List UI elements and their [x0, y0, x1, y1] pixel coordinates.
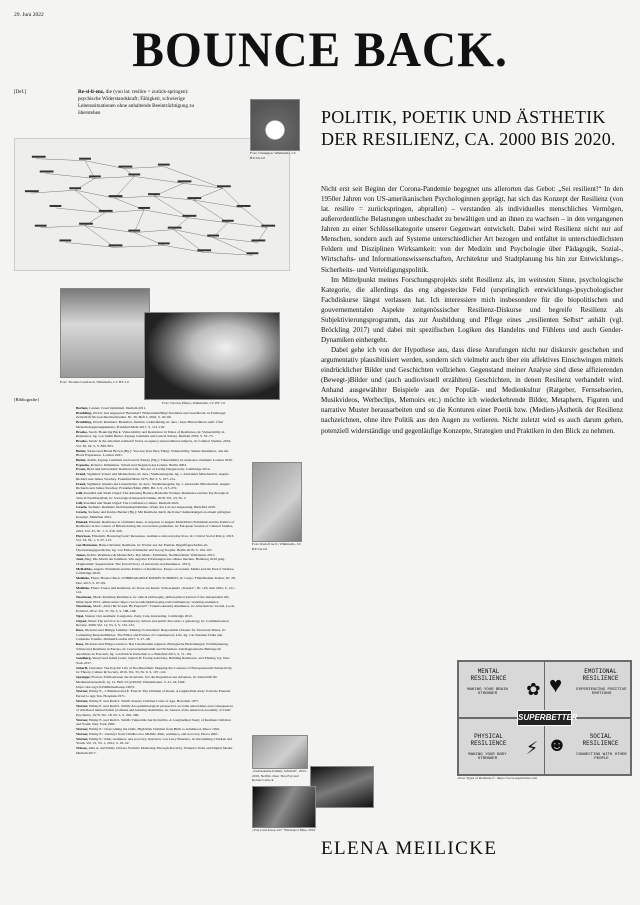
bibliography-author: Bröckling, [76, 410, 92, 415]
bibliography-text: Julia A. und Emily Chivers Yochim: Mothering Through Precarity. Women's Work and Digital Media. Durham 2017. [76, 746, 233, 755]
page-title: BOUNCE BACK. [132, 21, 508, 77]
bibliography-text: Elena: Trauer und Resilienz, in: Texte zur Kunst: Schwerpunkt „Trauern“, Nr. 126, Juni 2022, S. 121–141. [76, 585, 236, 595]
bibliography-entry [76, 430, 236, 439]
definition [78, 89, 208, 117]
bibliography-text: Florian: Zivilisationen der Kontrolle. Vor der Regulation zur Adaption, in: Zeitschrift für Medienwissenschaft, Jg. 12, Heft 23 (2/2020): Zirkulationen, S. 41–54, DOI: https://doi.org/10.25969/mediarep/14872. [76, 675, 218, 689]
bibliography-text: Sigmund: Trauer und Melancholie, in: ders.: Studienausgabe, hg. v. Alexander Mitscherlich, Angela Richard und James Strachey. Frankfurt/Main 1975, Bd. 3, S. 197–212. [76, 472, 229, 481]
resilience-network-diagram [14, 138, 290, 271]
bibliography-author: Werner, [76, 736, 89, 741]
bibliography-text: Tarana und Brené Brown (Hg.): You Are Your Best Thing: Vulnerability, Shame Resilience, and the Black Experience. London 2021. [76, 448, 229, 458]
bibliography-author: Gill, [76, 491, 83, 496]
bibliography-text: Sarah: Is the subaltern resilient? Notes on agency and neoliberal subjects, in: Cultural Studies, 2016, Vol. 30, Nr. 5, S. 839–855. [76, 439, 232, 448]
mental-title: MENTAL RESILIENCE [470, 668, 507, 682]
bibliography-author: Juul, [76, 557, 84, 562]
bibliography-author: Neocleous, [76, 595, 93, 600]
bibliography-entry [76, 420, 236, 429]
physical-title: PHYSICAL RESILIENCE [470, 733, 507, 747]
bibliography-entry [76, 491, 236, 500]
bibliography-entry [76, 666, 236, 675]
paragraph-2: Im Mittelpunkt meines Forschungsprojekts steht Resilienz als, im weitesten Sinne, psychologische Kategorie, die allerdings das eng abgesteckte Feld (ursprünglich entwicklungs-)psychologischer Fachdiskurse längst verlassen hat. Ich interessiere mich insbesondere für die biopolitischen und gouvernementalen Aspekte zeitgenössischer Resilienz-Diskurse und begreife Resilienz als Subjektivierungsprogramm, das zur Ausbildung und Pflege eines „resilienten Selbst“ anhält (vgl. Bröckling 2017) und dabei mit spezifischen Logiken des Handelns und Fühlens und auch Gender-Dynamiken einhergeht. [321, 275, 623, 344]
bibliography-text: Emmy E. und Ruth S. Smith: Kauai's Children Come of Age. Honolulu 1977. [88, 698, 200, 703]
emotional-quadrant [545, 662, 630, 717]
kimmy-schmidt-still [252, 735, 308, 783]
bibliography-entry [76, 449, 236, 458]
bibliography-author: Werner, [76, 717, 89, 722]
nike-still [252, 786, 316, 838]
umbrella-closeup-image [144, 312, 280, 400]
bibliography-entry [76, 534, 236, 543]
bibliography-author: Butler, [76, 448, 87, 453]
physical-sub: MAKING YOUR BODY STRONGER [468, 753, 507, 761]
bibliography-text: Brad und Julian Reid: Resilient Life. The Art of Living Dangerously. Cambridge 2014. [86, 467, 211, 472]
bibliography-author: Bracke, [76, 429, 88, 434]
definition-tag: [Def.] [14, 90, 27, 95]
bibliography-author: Gill, [76, 500, 83, 505]
umbrella-closeup-photo [144, 312, 280, 410]
bibliography-entry [76, 586, 236, 595]
social-sub: CONNECTING WITH OTHER PEOPLE [576, 753, 627, 761]
bibliography-tag: [Bibliografie] [14, 397, 39, 402]
main-text [321, 184, 623, 436]
social-title: SOCIAL RESILIENCE [582, 733, 619, 747]
people-icon: ☻ [551, 735, 564, 758]
bibliography-author: Meilicke, [76, 585, 90, 590]
author-name: ELENA MEILICKE [321, 838, 498, 859]
bibliography-entry [76, 737, 236, 746]
bibliography-entry [76, 604, 236, 613]
bibliography-author: Werner, [76, 731, 89, 736]
superbetter-graphic [457, 660, 632, 783]
bibliography-entry [76, 510, 236, 519]
snowman-image [250, 99, 300, 151]
bibliography-entry [76, 482, 236, 491]
bibliography-text: Emmy E.: Journeys from Childhood to Midlife. Risk, resilience, and recovery. Ithaca 2001. [88, 731, 219, 736]
bibliography-entry [76, 628, 236, 642]
bibliography-text: Elena: Bounce Back. UNBREAKABLE KIMMY SCHMIDT, in: Cargo. Film/Medien/ Kultur, Nr. 28, Dez. 2015, S. 67–69. [76, 576, 236, 585]
bibliography-author: Werner, [76, 703, 89, 708]
bibliography-entry [76, 439, 236, 448]
bibliography-entry [76, 642, 236, 656]
bibliography-author: Rees, [76, 628, 84, 633]
bibliography-entry [76, 718, 236, 727]
bibliography-entry [76, 619, 236, 628]
bibliography-text: Emmy E., J. Bierman und E. French: The Children of Kauai. A longitudinal study from the Prenatal Period to Age Ten. Honolulu 1971. [76, 689, 231, 698]
heart-icon: ♥ [549, 674, 563, 699]
snowman-caption: Foto: Chanpipat, Wikimedia, CC BY-SA 4.0 [250, 151, 297, 160]
physical-quadrant [459, 719, 544, 774]
bibliography-entry [76, 675, 236, 689]
bibliography-author: Scharff, [76, 665, 89, 670]
bibliography-text: Nicholas und Philipp Lemmer: Making Us Resilient: Responsible Citizens for Uncertain Times, in: Competing Responsibilities. The Ethics and Politics of Contemporary Life, hg. von Susanna Trnka und Catherine Trundle. Durham/London 2017, S. 27–48. [76, 628, 226, 642]
bibliography-entry [76, 595, 236, 604]
date: 29. Juni 2022 [14, 12, 44, 18]
bibliography-text: Christina: The Psychic Life of Neoliberalism: Mapping the Contours of Entrepreneurial Subjectivity, in: Theory, Culture & Society, 2016, Vol. 33, Nr. 6, S. 107–122. [76, 665, 233, 675]
paragraph-3: Dabei gehe ich von der Hypothese aus, dass diese Anrufungen nicht nur diskursiv geschehen und argumentativ plausibilisiert werden, sondern sich vielmehr auch über ein affektives Einschwingen mittels eindrücklicher Bilder und Geschichten vollziehen. Gegenstand meiner Analyse sind diese affizierenden (Bewegt-)Bilder und (auch audiovisuell erzählten) Geschichten, in denen Resilienz verhandelt wird. Anhand ausgewählter Beispiele aus der Populär- und Medienkultur (Ratgeber, Fernsehserien, Musikvideos, Werbeclips, Memoirs etc.) möchte ich wiederkehrende Bilder, Metaphern, Figuren und narrative Muster herausarbeiten und so die Konturen einer Poetik bzw. (Medien-)Ästhetik der Resilienz nachzeichnen, ohne ihre Politik aus den Augen zu verlieren. Nicht zuletzt wird es auch darum gehen, potenziell widerständige und gegenläufige Konzepte, Strategien und Praktiken in den Blick zu nehmen. [321, 346, 623, 435]
bibliography-entry [76, 411, 236, 420]
bibliography-text: Shani: The survivor in contemporary culture and public discourse: a genealogy, in: Communication Review, 2009, Vol. 12, Nr. 2, S. 132–161. [76, 618, 229, 628]
bibliography-text: Stefanie: Resilienz im Krisenkapitalismus. Wider das Lob der Anpassung. Bielefeld 2019. [87, 505, 216, 510]
umbrella-closeup-caption: Foto: Nicolas Pfister, Wikimedia, CC BY 2.0 [162, 401, 226, 405]
social-quadrant [545, 719, 630, 774]
bibliography-author: Hamad, [76, 519, 89, 524]
nike-still-right [310, 766, 374, 808]
bibliography-author: Werner, [76, 727, 89, 732]
definition-text: die (von lat. resilire = zurück-springen): psychische Widerstandskraft; Fähigkeit, schwierige Lebenssituationen ohne anhaltende Beeinträchtigung zu überstehen [78, 89, 195, 117]
bibliography-entry [76, 704, 236, 718]
snowman-photo [250, 99, 300, 161]
bibliography-text: Elizabeth: Bouncing back? Recession, resilience and everyday lives, in: Critical Social Policy, 2013, Vol. 33, Nr. 1, S. 97–113. [76, 533, 235, 543]
bibliography-author: Esposito, [76, 462, 90, 467]
bibliography-author: Freud, [76, 481, 87, 486]
bibliography-text: Mark: Resisting Resilience, in: radical philosophy, philosophical journal of the independent left, März/April 2013, online unter: https://www.radicalphilosophy.com/commentary/ resisting-resilience. [76, 595, 230, 604]
bibliography-entry [76, 656, 236, 665]
emotional-sub: EXPERIENCING POSITIVE EMOTIONS [576, 688, 627, 696]
paragraph-1: Nicht erst seit Beginn der Corona-Pandemie begegnet uns allerorten das Gebot: „Sei resilient!“ In den 1950er Jahren von US-amerikanischen Psychologinnen geprägt, hat sich das Konzept der Resilienz (von lat. resilire = zurückspringen, abprallen) – verstanden als individuelles menschliches Vermögen, außerordentliche Belastungen unbeschadet zu bewältigen und an ihnen zu wachsen – in den vergangenen Jahren zu einer Schlüsselkategorie unserer Gegenwart entwickelt. Dabei wird Resilienz nicht nur auf Menschen, sondern auch auf Systeme unterschiedlicher Art bezogen und entfaltet in unterschiedlichsten Feldern und Disziplinen Wirksamkeit: von der Medizin und Psychologie über Pädagogik, Sozial-, Wirtschafts- und Informationswissenschaften, Architektur und Stadtplanung bis hin zur Entwicklungs-, Sicherheits- und Verteidigungspolitik. [321, 185, 623, 274]
bibliography-text: Mark: „Don't Be Scared, Be Prepared“: Trauma-Anxiety-Resilience, in: Alternatives: Global, Local, Political, 2012, Vol. 37, Nr. 3, S. 188–198. [76, 604, 236, 614]
bibliography-text: Meg: Die Macht der Kindheit. Wie negative Erfahrungen uns stärker machen. Hamburg 2016 [eng. Originaltitel: Supernormal. The Untold Story of Adversity and Resilience. 2017]. [76, 557, 226, 566]
bibliography-author: Freud, [76, 472, 87, 477]
bibliography-author: Graefe, [76, 510, 88, 515]
brain-icon: ✿ [526, 677, 540, 702]
bibliography-entry [76, 557, 236, 566]
bibliography-text: Emmy E.: Overcoming the Odds. High Risk Children from Birth to Adulthood. Ithaca 1992. [88, 727, 220, 732]
bibliography-author: Neocleous, [76, 604, 93, 609]
superbetter-logo: SUPERBETTER [517, 710, 572, 726]
bibliography-author: Orgad, [76, 618, 87, 623]
bibliography-text: Stefanie und Karina Becker (Hg.): Mit Resilienz durch die Krise? Anmerkungen zu einem gefragten Konzept. München 2021. [76, 510, 231, 519]
kimmy-schmidt-caption: „Unbreakable Kimmy Schmidt“, 2015–2019, Netflix, Idee: Tina Fey und Robert Carlock [252, 769, 308, 783]
bibliography-text: Hans-Christian: Resilienz, in: Wörter aus der Fremde. Begriffsgeschichte als Übersetzungsgeschichte, hg. von Falko Schmieder und Georg Toepfer. Berlin 2018, S. 194–197. [76, 543, 213, 552]
umbrella-walker-caption: Foto: Thomas Lanzlasch, Wikimedia, CC BY 2.0 [60, 380, 129, 384]
bibliography-text: Rosalind und Shani Orgad: The Confidence Culture. Durham 2022. [82, 500, 180, 505]
bibliography-author: Berlant, [76, 406, 89, 410]
bibliography-author: Meilicke, [76, 576, 90, 581]
bibliography-text: Sarah: Bouncing Back. Vulnerability and Resistance in Times of Resilience, in: Vulnerability in Resistance, hg. von Judith Butler, Zeynep Gambetti und Leticia Sabsay. Durham 2016, S. 52–75. [76, 429, 225, 439]
umbrella-walker-photo [60, 288, 150, 396]
bibliography-text: Robin: Resilience & Melancholy. Pop Music, Feminism, Neoliberalism. Winchester 2015. [86, 552, 216, 557]
red-telephone-box-caption: Foto: Rudolf ter P., Wikimedia, CC BY-SA 4.0 [252, 542, 302, 551]
bibliography-entry [76, 576, 236, 585]
mental-sub: MAKING YOUR BRAIN STRONGER [467, 688, 508, 696]
superbetter-quadrants [457, 660, 632, 776]
bibliography-entry [76, 746, 236, 755]
kimmy-schmidt-image [252, 735, 308, 769]
bibliography-author: James, [76, 552, 87, 557]
bibliography-author: Butler, [76, 457, 87, 462]
bibliography-text: Emmy E. und Ruth S. Smith: An epidemiological perspective on some antecedents and consequences of childhood mental health problems and learning disabilities, in: Journal of the American Academy of Child Psychiatry, 1979, Vol. 18, Nr. 2, S. 292–306. [76, 703, 233, 717]
bibliography-author: Sprenger, [76, 675, 91, 680]
emotional-title: EMOTIONAL RESILIENCE [582, 668, 619, 682]
red-telephone-box-image [252, 462, 302, 542]
bibliography-text: Judith, Zeynep Gambetti und Leticia Sabsay (Hg.): Vulnerability in resistance. Durham/ London 2016. [86, 457, 233, 462]
bibliography-author: McRobbie, [76, 566, 93, 571]
bibliography-author: Rees, [76, 642, 84, 647]
bibliography-author: von Hermann, [76, 543, 98, 548]
bibliography-entry [76, 567, 236, 576]
definition-headword: Re-si-li-enz, [78, 89, 105, 95]
bibliography-text: Angela: Feminism and the Politics of Resilience. Essays on Gender, Media and the End of Welfare. Cambridge 2020. [76, 566, 235, 576]
bibliography-author: Harrison, [76, 533, 91, 538]
bibliography-author: Werner, [76, 689, 89, 694]
bibliography-author: Evans, [76, 467, 87, 472]
bibliography-text: Lauren: Cruel Optimism. Durham 2011. [88, 406, 147, 410]
bibliography-text: Sianne: Our Aesthetic Categories. Zany, Cute, Interesting. Cambridge 2012. [83, 613, 193, 618]
bibliography-author: Sandberg, [76, 656, 92, 661]
nike-still-right-image [310, 766, 374, 808]
nike-caption: „You Can't Keep Us!“ Werbespot Nike, 2019 [252, 828, 316, 832]
bibliography-text: Emmy E.: Risk, resilience, and recovery. Interview von Larry Brendtro, in: Reclaiming Children and Youth, Vol. 21, Nr. 1, 2012, S. 18–22. [76, 736, 233, 746]
bibliography-text: Nicholas und Filippa Lentzos: Das Unsicherheit regieren. Biologische Bedrohungen, Notfallplanung, Schutz und Resilienz in Europa, in: Gouvernementalität und Sicherheit. Zeitdiagnostische Beiträge im Anschluss an Foucault, hg. von Patricia Purtschert u.a. Bielefeld 2015, S. 71–101. [76, 642, 229, 656]
bibliography-entry [76, 472, 236, 481]
umbrella-walker-image [60, 288, 150, 378]
bibliography-text: Hannah: Resilience is a feminist issue. A response to Angela McRobbie's Feminism and the Politics of Resilience in the context of Britain during the coronavirus pandemic, in: European Journal of Cultural Studies, 2022, Vol. 25, Nr. 1, S. 316–320. [76, 519, 235, 533]
bibliography-author: Wilson, [76, 746, 88, 751]
bibliography-text: Rosalind und Shani Orgad: The Amazing Bounce-Backable Woman: Resilience and the Psychological Turn in Neoliberalism, in: Sociological Research Online, 2018, Vol. 23, Nr. 2. [76, 491, 229, 500]
bibliography-author: Werner, [76, 698, 89, 703]
runner-icon: ⚡ [525, 738, 538, 761]
bibliography-entry [76, 689, 236, 698]
network-diagram-svg [15, 139, 289, 270]
bibliography-text: Ulrich: Gut angepasst? Belastbar? Widerstandsfähig? Resilienz und Geschlecht, in Freiburger Zeitschrift für GeschlechterStudien, Nr. 30, Heft 1, 2022, S. 49–66. [76, 410, 226, 420]
bibliography-author: Bracke, [76, 439, 88, 444]
nike-still-image [252, 786, 316, 828]
bibliography-text: Emmy E. und Ruth S. Smith: Vulnerable but Invincible. A Longitudinal Study of Resilient Children and Youth. New York 1982. [76, 717, 231, 727]
subtitle: POLITIK, POETIK UND ÄSTHETIK DER RESILIENZ, CA. 2000 BIS 2020. [321, 107, 616, 149]
bibliography [76, 406, 236, 755]
bibliography-text: Sheryl und Adam Grant: Option B. Facing Adversity, Building Resilience, and Finding Joy. New York 2017. [76, 656, 230, 665]
mental-quadrant [459, 662, 544, 717]
superbetter-caption: „Four Types of Resilience“, https://www.superbetter.com [457, 776, 538, 780]
red-telephone-box-photo [252, 462, 302, 554]
bibliography-text: Roberto: Immunitas. Schutz und Negation des Lebens. Berlin 2004. [89, 462, 187, 467]
bibliography-author: Bröckling, [76, 420, 92, 425]
bibliography-text: Sigmund: Jenseits des Lustprinzips, in: ders.: Studienausgabe, hg. v. Alexander Mitscherlich, Angela Richards und James Strachey. Frankfurt/Main 2000, Bd. 3, S. 213–272. [76, 481, 230, 491]
bibliography-entry [76, 520, 236, 534]
bibliography-author: Ngai, [76, 613, 84, 618]
bibliography-entry [76, 543, 236, 552]
bibliography-text: Ulrich: Resilienz. Belastbar, flexibel, widerständig, in: ders.: Gute Hirten führen sanft. Über Menschenregierungskünste. Frankfurt/Main 2017, S. 113–139. [76, 420, 224, 429]
bibliography-author: Graefe, [76, 505, 88, 510]
